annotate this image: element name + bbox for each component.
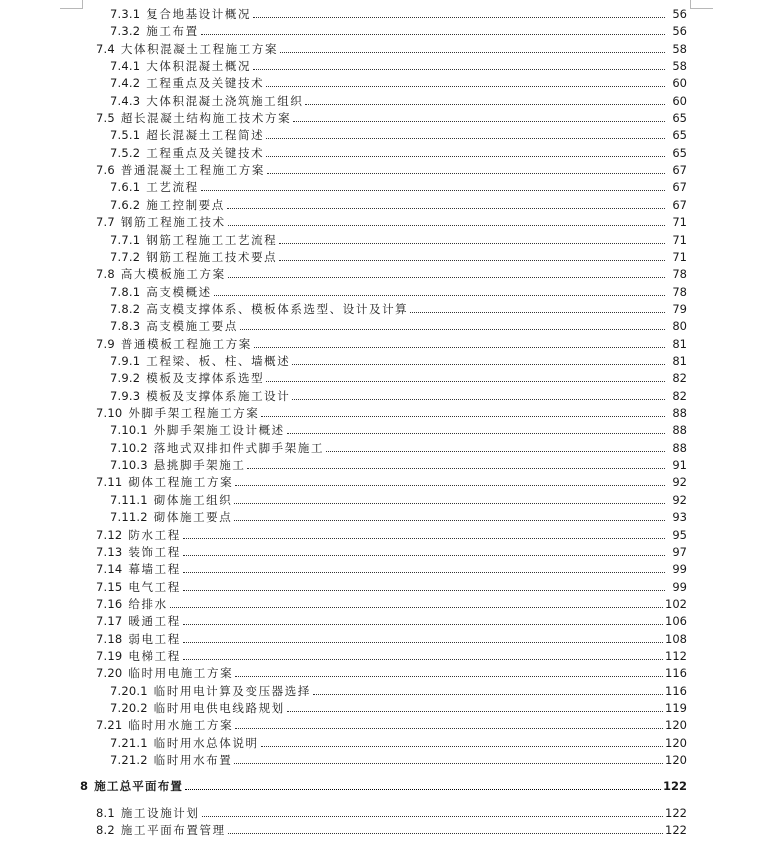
toc-dot-leader — [292, 364, 665, 365]
toc-entry-number: 7.10.3 — [110, 458, 148, 472]
toc-entry-title: 施工设施计划 — [120, 806, 200, 820]
toc-entry-page: 102 — [665, 597, 687, 611]
toc-entry-page: 88 — [672, 441, 687, 455]
toc-dot-leader — [266, 86, 665, 87]
toc-entry-number: 7.6.2 — [110, 198, 141, 212]
toc-dot-leader — [266, 156, 665, 157]
toc-entry-number: 7.5.1 — [110, 128, 141, 142]
toc-entry[interactable] — [110, 232, 687, 248]
toc-entry-page: 97 — [672, 545, 687, 559]
toc-entry-page: 67 — [672, 180, 687, 194]
toc-entry[interactable] — [96, 266, 687, 282]
toc-entry-number: 8.2 — [96, 823, 115, 837]
toc-entry-page: 65 — [672, 111, 687, 125]
toc-entry-title: 大体积混凝土概况 — [146, 59, 252, 73]
toc-dot-leader — [326, 451, 665, 452]
toc-entry-page: 79 — [672, 302, 687, 316]
toc-dot-leader — [183, 555, 665, 556]
toc-entry[interactable] — [110, 75, 687, 91]
toc-entry[interactable] — [110, 422, 687, 438]
toc-entry-page: 88 — [672, 406, 687, 420]
toc-entry-title: 钢筋工程施工技术要点 — [146, 250, 278, 264]
toc-entry-number: 7.4.2 — [110, 76, 141, 90]
toc-entry[interactable] — [110, 6, 687, 22]
toc-entry-title: 超长混凝土工程简述 — [146, 128, 265, 142]
toc-entry-number: 7.6.1 — [110, 180, 141, 194]
toc-entry-title: 临时用电施工方案 — [128, 666, 234, 680]
toc-entry-title: 高大模板施工方案 — [120, 267, 226, 281]
toc-dot-leader — [266, 138, 665, 139]
toc-entry-page: 56 — [672, 24, 687, 38]
toc-dot-leader — [202, 816, 664, 817]
toc-entry[interactable] — [110, 284, 687, 300]
page-corner-mark-right — [690, 0, 713, 9]
toc-entry[interactable] — [110, 492, 687, 508]
toc-dot-leader — [228, 225, 665, 226]
toc-entry[interactable] — [110, 179, 687, 195]
toc-entry-page: 99 — [672, 562, 687, 576]
toc-entry-number: 7.10 — [96, 406, 123, 420]
toc-entry-page: 120 — [665, 718, 687, 732]
toc-entry-number: 7.14 — [96, 562, 123, 576]
toc-entry[interactable] — [110, 370, 687, 386]
toc-entry-page: 67 — [672, 198, 687, 212]
toc-entry-page: 71 — [672, 233, 687, 247]
toc-dot-leader — [235, 728, 663, 729]
toc-dot-leader — [410, 312, 665, 313]
toc-entry-number: 7.11 — [96, 475, 123, 489]
toc-entry-number: 7.15 — [96, 580, 123, 594]
toc-entry-number: 8 — [80, 779, 89, 793]
toc-dot-leader — [293, 121, 665, 122]
toc-entry[interactable] — [110, 353, 687, 369]
toc-entry-page: 95 — [672, 528, 687, 542]
toc-entry-title: 复合地基设计概况 — [146, 7, 252, 21]
toc-dot-leader — [235, 485, 665, 486]
toc-entry[interactable] — [96, 336, 687, 352]
toc-entry[interactable] — [110, 457, 687, 473]
toc-entry-number: 7.7.1 — [110, 233, 141, 247]
toc-entry-title: 施工控制要点 — [146, 198, 225, 212]
toc-entry-title: 模板及支撑体系选型 — [146, 371, 265, 385]
toc-entry-title: 施工总平面布置 — [94, 779, 184, 793]
toc-entry-page: 108 — [665, 632, 687, 646]
toc-entry-page: 65 — [672, 146, 687, 160]
toc-entry[interactable] — [110, 197, 687, 213]
toc-entry-number: 7.4 — [96, 42, 115, 56]
toc-entry[interactable] — [96, 110, 687, 126]
toc-entry-number: 7.20.2 — [110, 701, 148, 715]
toc-entry-title: 大体积混凝土浇筑施工组织 — [146, 94, 304, 108]
page-corner-mark-left — [60, 0, 83, 9]
toc-dot-leader — [287, 711, 663, 712]
toc-entry-title: 工艺流程 — [146, 180, 199, 194]
toc-dot-leader — [170, 607, 663, 608]
toc-entry[interactable] — [80, 778, 687, 794]
toc-entry-number: 7.12 — [96, 528, 123, 542]
toc-entry-page: 88 — [672, 423, 687, 437]
toc-entry-number: 7.13 — [96, 545, 123, 559]
toc-entry-number: 7.21.2 — [110, 753, 148, 767]
toc-entry-number: 7.11.2 — [110, 510, 148, 524]
toc-entry-number: 7.9 — [96, 337, 115, 351]
toc-entry[interactable] — [96, 527, 687, 543]
toc-dot-leader — [234, 763, 663, 764]
toc-entry-title: 悬挑脚手架施工 — [153, 458, 246, 472]
toc-entry[interactable] — [110, 93, 687, 109]
toc-entry-number: 7.11.1 — [110, 493, 148, 507]
toc-entry-number: 7.9.1 — [110, 354, 141, 368]
toc-entry-title: 暖通工程 — [128, 614, 181, 628]
toc-dot-leader — [234, 520, 665, 521]
toc-entry-title: 给排水 — [128, 597, 168, 611]
toc-dot-leader — [235, 676, 663, 677]
toc-entry-page: 99 — [672, 580, 687, 594]
toc-dot-leader — [183, 538, 665, 539]
toc-entry-page: 122 — [665, 823, 687, 837]
toc-entry-page: 80 — [672, 319, 687, 333]
toc-dot-leader — [287, 433, 665, 434]
toc-dot-leader — [279, 243, 665, 244]
toc-dot-leader — [183, 642, 663, 643]
toc-entry-title: 电气工程 — [128, 580, 181, 594]
toc-entry[interactable] — [110, 509, 687, 525]
toc-dot-leader — [183, 624, 663, 625]
toc-entry[interactable] — [96, 665, 687, 681]
toc-entry-page: 78 — [672, 285, 687, 299]
toc-dot-leader — [254, 347, 665, 348]
toc-entry-number: 7.16 — [96, 597, 123, 611]
toc-entry[interactable] — [110, 700, 687, 716]
toc-dot-leader — [267, 173, 665, 174]
toc-entry-title: 装饰工程 — [128, 545, 181, 559]
toc-dot-leader — [201, 190, 665, 191]
toc-entry-number: 7.21.1 — [110, 736, 148, 750]
toc-entry-number: 7.21 — [96, 718, 123, 732]
toc-entry-title: 防水工程 — [128, 528, 181, 542]
toc-entry-title: 砌体工程施工方案 — [128, 475, 234, 489]
toc-dot-leader — [253, 17, 665, 18]
toc-entry-page: 65 — [672, 128, 687, 142]
toc-entry-title: 临时用水施工方案 — [128, 718, 234, 732]
toc-dot-leader — [183, 572, 665, 573]
toc-entry[interactable] — [96, 822, 687, 838]
toc-entry-title: 普通模板工程施工方案 — [120, 337, 252, 351]
toc-entry[interactable] — [96, 613, 687, 629]
toc-entry[interactable] — [110, 683, 687, 699]
toc-entry[interactable] — [110, 318, 687, 334]
toc-entry[interactable] — [110, 23, 687, 39]
toc-entry-title: 超长混凝土结构施工技术方案 — [120, 111, 292, 125]
toc-entry-number: 7.3.1 — [110, 7, 141, 21]
toc-entry-page: 82 — [672, 389, 687, 403]
toc-entry-page: 106 — [665, 614, 687, 628]
toc-entry-number: 8.1 — [96, 806, 115, 820]
toc-entry-page: 122 — [662, 779, 687, 793]
toc-entry-number: 7.9.3 — [110, 389, 141, 403]
toc-dot-leader — [253, 69, 665, 70]
toc-entry-number: 7.8.3 — [110, 319, 141, 333]
toc-entry-title: 外脚手架工程施工方案 — [128, 406, 260, 420]
toc-entry-page: 112 — [665, 649, 687, 663]
toc-entry-title: 幕墙工程 — [128, 562, 181, 576]
toc-entry[interactable] — [110, 301, 687, 317]
toc-entry-page: 120 — [665, 753, 687, 767]
toc-dot-leader — [228, 833, 663, 834]
toc-entry-title: 高支模支撑体系、模板体系选型、设计及计算 — [146, 302, 409, 316]
toc-entry-page: 60 — [672, 94, 687, 108]
toc-entry-title: 工程梁、板、柱、墙概述 — [146, 354, 291, 368]
toc-entry-page: 92 — [672, 493, 687, 507]
toc-entry-number: 7.6 — [96, 163, 115, 177]
toc-entry-title: 施工布置 — [146, 24, 199, 38]
toc-entry-title: 临时用水布置 — [153, 753, 233, 767]
toc-dot-leader — [261, 416, 665, 417]
toc-dot-leader — [247, 468, 665, 469]
toc-dot-leader — [313, 694, 663, 695]
toc-entry-number: 7.8.2 — [110, 302, 141, 316]
toc-entry[interactable] — [96, 214, 687, 230]
toc-entry-page: 60 — [672, 76, 687, 90]
toc-dot-leader — [234, 503, 665, 504]
toc-entry-page: 119 — [665, 701, 687, 715]
toc-entry[interactable] — [96, 631, 687, 647]
toc-entry[interactable] — [96, 544, 687, 560]
toc-entry-title: 普通混凝土工程施工方案 — [120, 163, 265, 177]
toc-entry-title: 大体积混凝土工程施工方案 — [120, 42, 279, 56]
toc-entry-number: 7.8.1 — [110, 285, 141, 299]
toc-entry[interactable] — [110, 735, 687, 751]
toc-dot-leader — [305, 104, 665, 105]
toc-entry-number: 7.5 — [96, 111, 115, 125]
toc-entry-title: 钢筋工程施工技术 — [120, 215, 226, 229]
toc-entry[interactable] — [96, 596, 687, 612]
toc-entry-number: 7.19 — [96, 649, 123, 663]
toc-entry-page: 92 — [672, 475, 687, 489]
toc-dot-leader — [227, 208, 665, 209]
toc-dot-leader — [261, 746, 663, 747]
toc-entry-title: 外脚手架施工设计概述 — [153, 423, 285, 437]
toc-entry[interactable] — [96, 717, 687, 733]
toc-entry[interactable] — [110, 249, 687, 265]
toc-entry[interactable] — [96, 561, 687, 577]
toc-entry-title: 临时用电供电线路规划 — [153, 701, 285, 715]
toc-dot-leader — [280, 52, 665, 53]
toc-entry-title: 高支模概述 — [146, 285, 212, 299]
toc-entry-title: 砌体施工组织 — [153, 493, 233, 507]
toc-entry[interactable] — [96, 405, 687, 421]
toc-dot-leader — [228, 277, 665, 278]
toc-entry-title: 工程重点及关键技术 — [146, 146, 265, 160]
toc-entry-title: 施工平面布置管理 — [120, 823, 226, 837]
toc-entry-page: 58 — [672, 59, 687, 73]
toc-entry-page: 91 — [672, 458, 687, 472]
toc-entry-number: 7.20 — [96, 666, 123, 680]
toc-entry-number: 7.10.1 — [110, 423, 148, 437]
toc-entry-title: 电梯工程 — [128, 649, 181, 663]
toc-entry-title: 工程重点及关键技术 — [146, 76, 265, 90]
toc-entry-number: 7.3.2 — [110, 24, 141, 38]
toc-entry-title: 砌体施工要点 — [153, 510, 233, 524]
toc-entry[interactable] — [110, 752, 687, 768]
toc-entry-title: 钢筋工程施工工艺流程 — [146, 233, 278, 247]
toc-entry-page: 81 — [672, 354, 687, 368]
toc-entry-number: 7.8 — [96, 267, 115, 281]
toc-entry-page: 56 — [672, 7, 687, 21]
toc-entry-number: 7.4.3 — [110, 94, 141, 108]
toc-entry-page: 116 — [665, 684, 687, 698]
toc-entry-page: 71 — [672, 250, 687, 264]
toc-entry-page: 81 — [672, 337, 687, 351]
toc-entry-title: 临时用水总体说明 — [153, 736, 259, 750]
toc-entry-number: 7.10.2 — [110, 441, 148, 455]
toc-entry-page: 58 — [672, 42, 687, 56]
toc-entry-number: 7.9.2 — [110, 371, 141, 385]
toc-entry[interactable] — [96, 162, 687, 178]
toc-entry-page: 120 — [665, 736, 687, 750]
toc-entry[interactable] — [110, 58, 687, 74]
toc-entry-page: 82 — [672, 371, 687, 385]
toc-entry-page: 71 — [672, 215, 687, 229]
toc-entry-page: 122 — [665, 806, 687, 820]
toc-dot-leader — [279, 260, 665, 261]
toc-entry[interactable] — [110, 145, 687, 161]
toc-entry-page: 78 — [672, 267, 687, 281]
toc-entry[interactable] — [96, 648, 687, 664]
toc-entry-page: 93 — [672, 510, 687, 524]
toc-entry-number: 7.20.1 — [110, 684, 148, 698]
toc-entry-number: 7.7.2 — [110, 250, 141, 264]
toc-dot-leader — [240, 329, 665, 330]
toc-dot-leader — [183, 659, 663, 660]
toc-entry[interactable] — [96, 805, 687, 821]
toc-dot-leader — [292, 399, 665, 400]
toc-entry[interactable] — [110, 127, 687, 143]
toc-entry-title: 落地式双排扣件式脚手架施工 — [153, 441, 325, 455]
toc-entry-page: 116 — [665, 666, 687, 680]
toc-entry-title: 高支模施工要点 — [146, 319, 238, 333]
toc-dot-leader — [201, 34, 665, 35]
toc-dot-leader — [185, 789, 661, 790]
toc-entry[interactable] — [110, 440, 687, 456]
toc-entry[interactable] — [96, 474, 687, 490]
toc-entry-number: 7.17 — [96, 614, 123, 628]
toc-entry-number: 7.4.1 — [110, 59, 141, 73]
toc-entry[interactable] — [110, 388, 687, 404]
toc-dot-leader — [183, 590, 665, 591]
toc-entry-number: 7.5.2 — [110, 146, 141, 160]
toc-entry-title: 弱电工程 — [128, 632, 181, 646]
toc-entry[interactable] — [96, 41, 687, 57]
toc-entry-title: 模板及支撑体系施工设计 — [146, 389, 291, 403]
toc-entry-number: 7.7 — [96, 215, 115, 229]
toc-entry-number: 7.18 — [96, 632, 123, 646]
toc-dot-leader — [214, 295, 665, 296]
toc-entry[interactable] — [96, 579, 687, 595]
toc-entry-page: 67 — [672, 163, 687, 177]
toc-dot-leader — [266, 381, 665, 382]
toc-entry-title: 临时用电计算及变压器选择 — [153, 684, 311, 698]
